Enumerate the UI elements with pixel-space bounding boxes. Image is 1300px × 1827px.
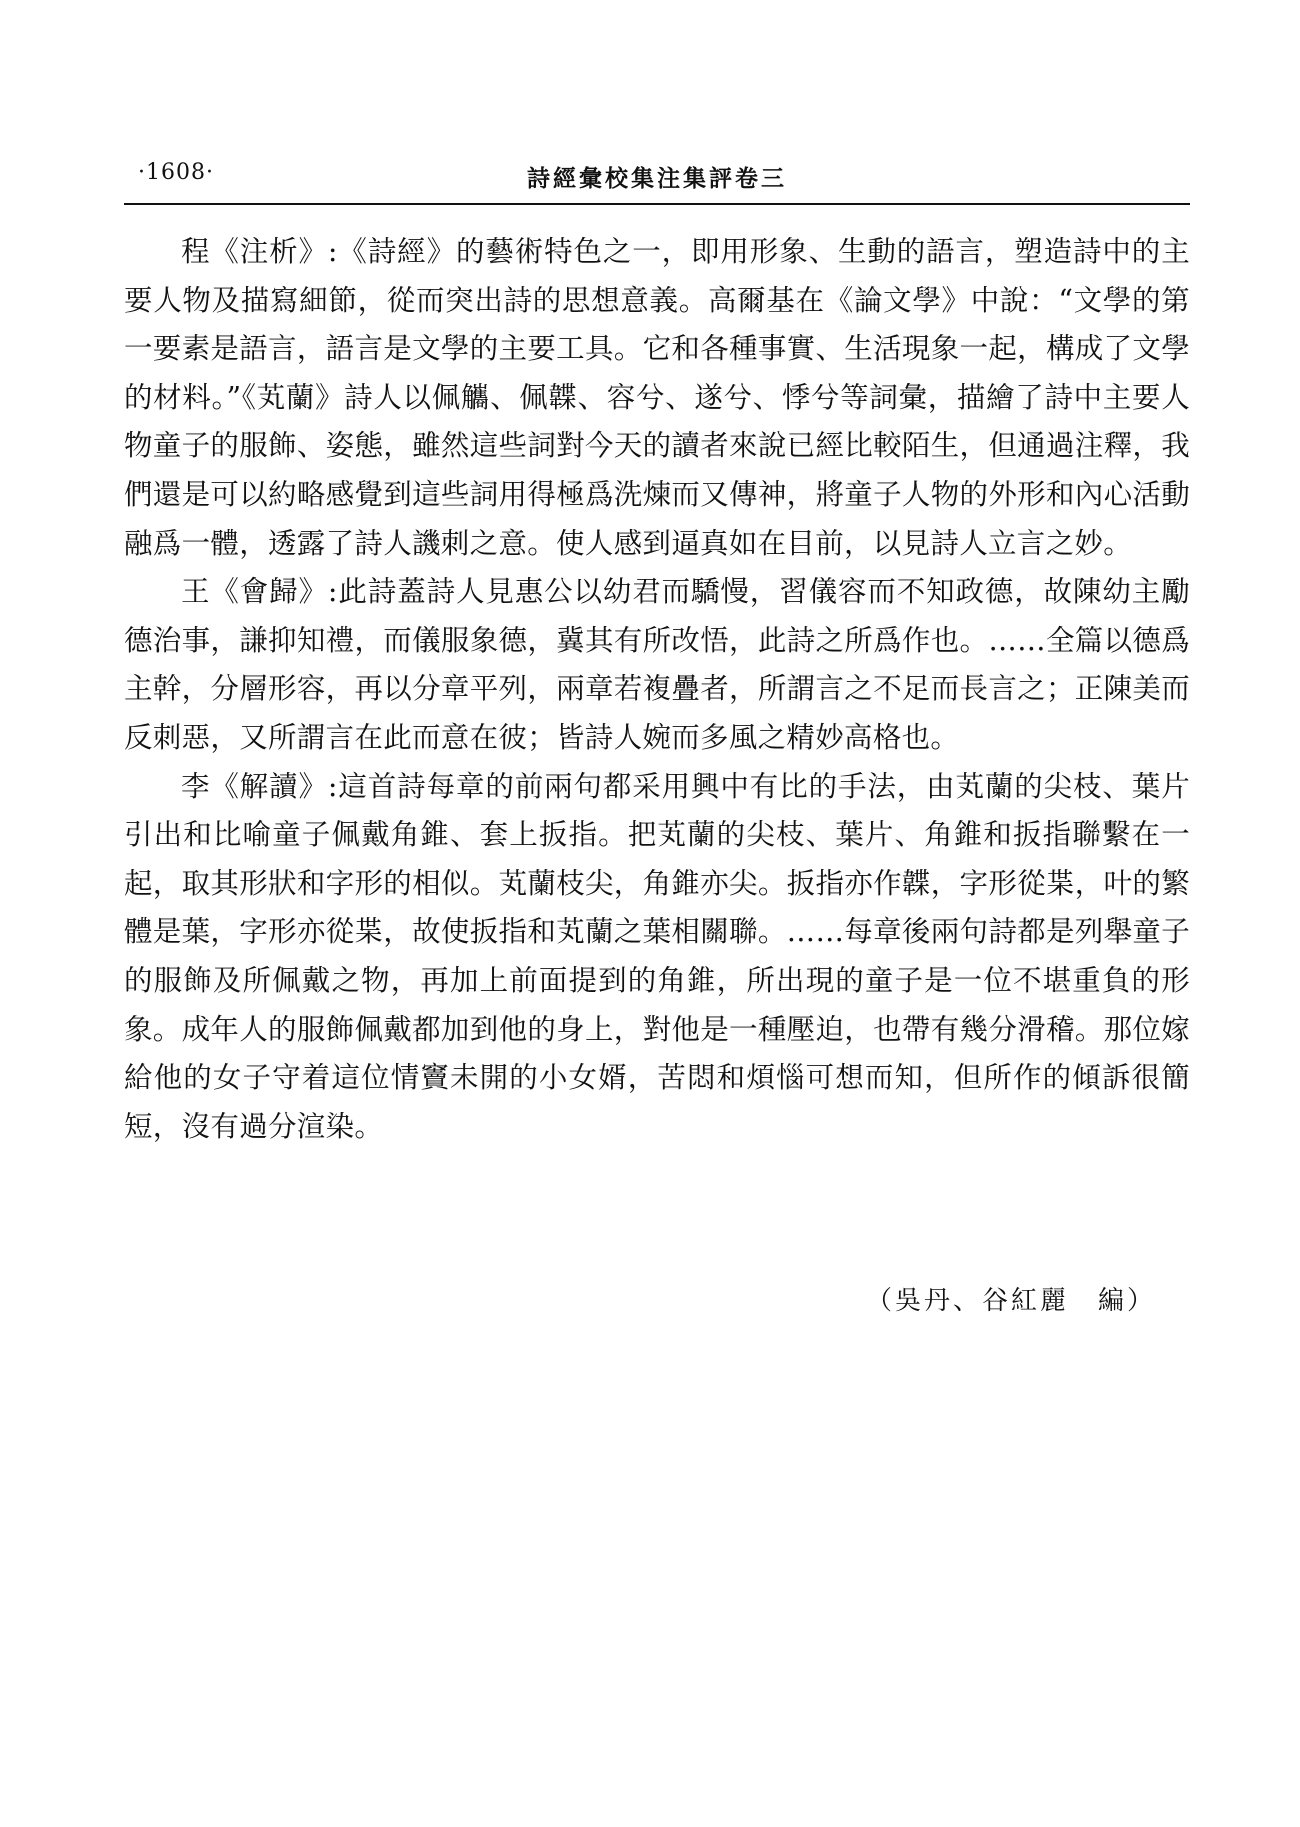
paragraph-wang-huigui: 王《會歸》:此詩蓋詩人見惠公以幼君而驕慢，習儀容而不知政德，故陳幼主勵德治事，謙抑知禮，而儀服象德，冀其有所改悟，此詩之所爲作也。……全篇以德爲主幹，分層形容，再以分章平列，兩章若複疊者，所謂言之不足而長言之；正陳美而反刺惡，又所謂言在此而意在彼；皆詩人婉而多風之精妙高格也。 bbox=[124, 575, 1190, 754]
paragraph-cheng-zhuxi: 程《注析》:《詩經》的藝術特色之一，即用形象、生動的語言，塑造詩中的主要人物及描寫細節，從而突出詩的思想意義。高爾基在《論文學》中說：“文學的第一要素是語言，語言是文學的主要工具。它和各種事實、生活現象一起，構成了文學的材料。”《芄蘭》詩人以佩觿、佩韘、容兮、遂兮、悸兮等詞彙，描繪了詩中主要人物童子的服飾、姿態，雖然這些詞對今天的讀者來說已經比較陌生，但通過注釋，我們還是可以約略感覺到這些詞用得極爲洗煉而又傳神，將童子人物的外形和內心活動融爲一體，透露了詩人譏刺之意。使人感到逼真如在目前，以見詩人立言之妙。 bbox=[124, 235, 1190, 560]
page-header bbox=[124, 160, 1190, 200]
body-text bbox=[124, 228, 1190, 1151]
page-number: ·1608· bbox=[138, 160, 214, 185]
editor-credit: （吳丹、谷紅麗 編） bbox=[865, 1286, 1156, 1316]
header-rule bbox=[124, 203, 1190, 205]
running-title: 詩經彙校集注集評卷三 bbox=[527, 165, 787, 192]
paragraph-li-jiedu: 李《解讀》:這首詩每章的前兩句都采用興中有比的手法，由芄蘭的尖枝、葉片引出和比喻童子佩戴角錐、套上扳指。把芄蘭的尖枝、葉片、角錐和扳指聯繫在一起，取其形狀和字形的相似。芄蘭枝尖，角錐亦尖。扳指亦作韘，字形從枼，叶的繁體是葉，字形亦從枼，故使扳指和芄蘭之葉相關聯。……每章後兩句詩都是列舉童子的服飾及所佩戴之物，再加上前面提到的角錐，所出現的童子是一位不堪重負的形象。成年人的服飾佩戴都加到他的身上，對他是一種壓迫，也帶有幾分滑稽。那位嫁給他的女子守着這位情竇未開的小女婿，苦悶和煩惱可想而知，但所作的傾訴很簡短，沒有過分渲染。 bbox=[124, 769, 1190, 1143]
